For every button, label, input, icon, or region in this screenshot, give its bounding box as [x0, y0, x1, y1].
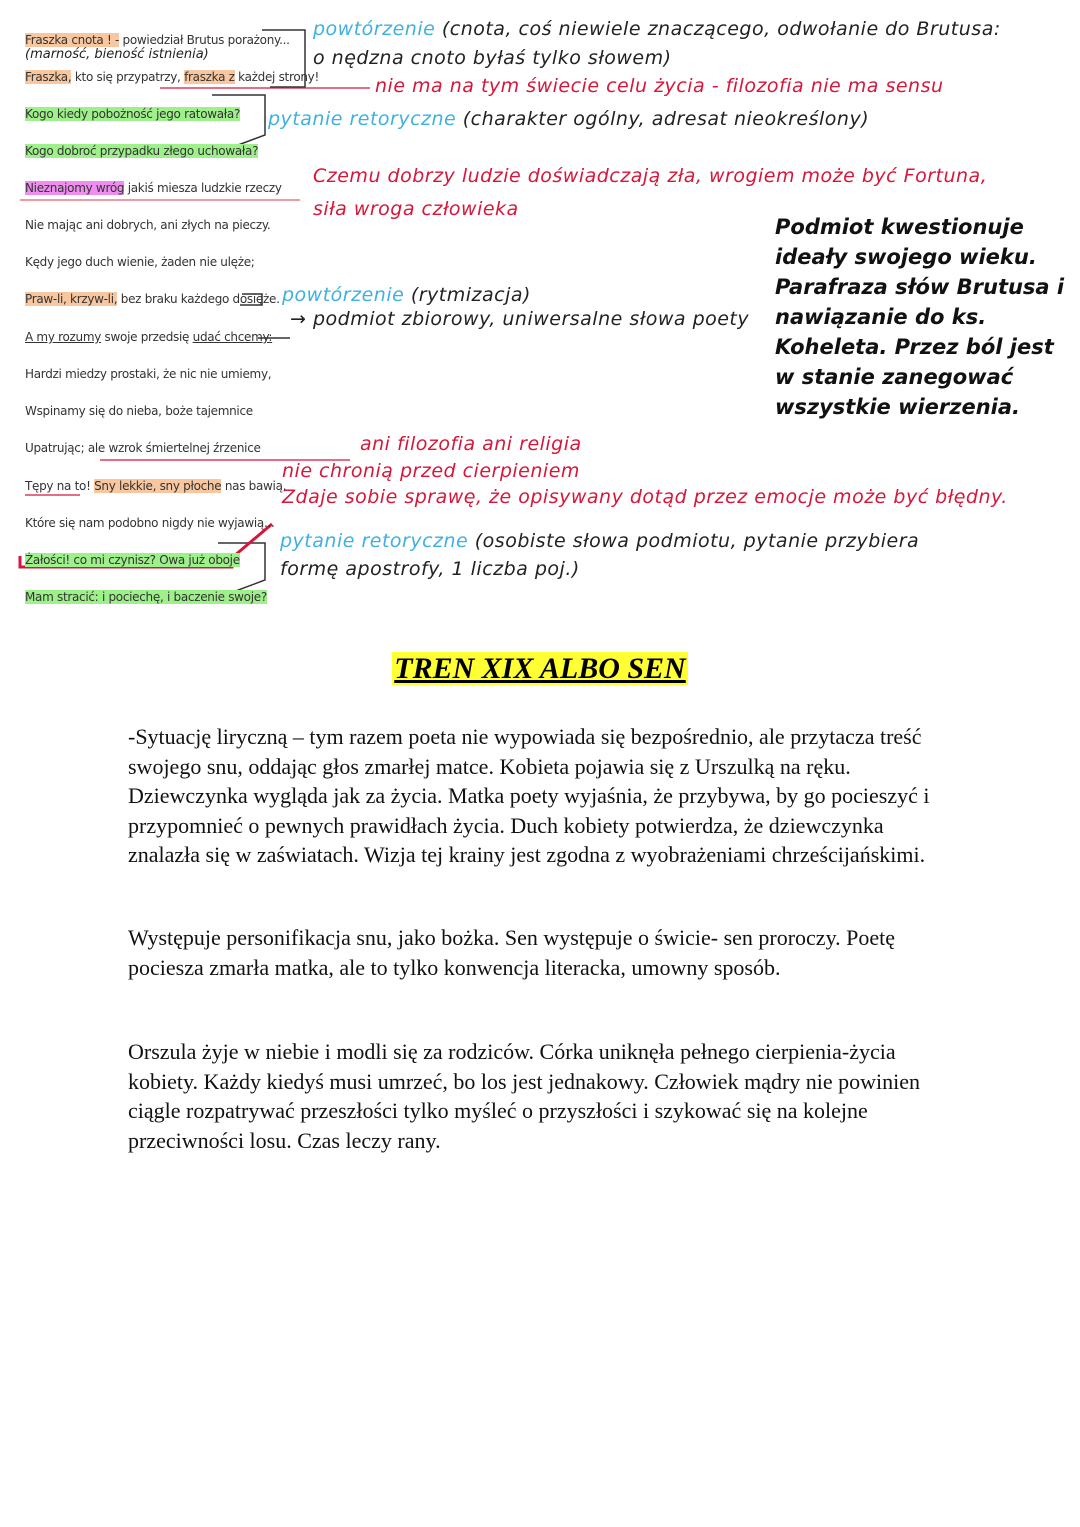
annotation: [268, 108, 869, 130]
poem-line: [25, 181, 282, 195]
highlight: Sny lekkie, sny płoche: [94, 479, 222, 493]
annotation: [282, 284, 531, 306]
poem-line: [25, 479, 286, 493]
paragraph: Występuje personifikacja snu, jako bożka. Sen występuje o świcie- sen proroczy. Poetę pociesza zmarła matka, ale to tylko konwencja literacka, umowny sposób.: [128, 925, 896, 980]
text: Tępy na to!: [25, 479, 91, 493]
text: kto się przypatrzy,: [71, 70, 185, 84]
annotation-blue: pytanie retoryczne: [280, 530, 469, 552]
highlight: Mam stracić: i pociechę, i baczenie swoje?: [25, 590, 267, 604]
poem-line: Kędy jego duch wienie, żaden nie ulęże;: [25, 255, 255, 269]
poem-line: [25, 553, 240, 567]
underlined-text: udać chcemy:: [192, 330, 273, 344]
annotation-blue: powtórzenie: [313, 18, 436, 40]
poem-line: [25, 33, 290, 47]
underlined-text: A my rozumy: [25, 330, 102, 344]
annotation: o nędzna cnoto byłaś tylko słowem): [313, 47, 672, 69]
annotation: siła wroga człowieka: [313, 198, 519, 220]
annotation: [313, 18, 1001, 40]
bracket-line-2: [212, 95, 265, 148]
side-note: Podmiot kwestionuje ideały swojego wieku. Parafraza słów Brutusa i nawiązanie do ks. Koheleta. Przez ból jest w stanie zanegować wszystkie wierzenia.: [775, 215, 1065, 419]
text: swoje przedsię: [101, 330, 193, 344]
highlight: Fraszka cnota ! -: [25, 33, 120, 47]
highlight: Kogo dobroć przypadku złego uchowała?: [25, 144, 259, 158]
poem-line: [25, 292, 280, 306]
annotation: Zdaje sobie sprawę, że opisywany dotąd przez emocje może być błędny.: [282, 486, 1008, 508]
poem-line: Wspinamy się do nieba, boże tajemnice: [25, 404, 253, 418]
poem-line: Upatrując; ale wzrok śmiertelnej źrzenice: [25, 441, 261, 455]
highlight: Praw-li, krzyw-li,: [25, 292, 118, 306]
text: bez braku każdego dosięże.: [117, 292, 280, 306]
annotation: nie chronią przed cierpieniem: [282, 460, 580, 482]
highlight: fraszka z: [184, 70, 235, 84]
annotation: formę apostrofy, 1 liczba poj.): [280, 558, 580, 580]
annotation-black: (osobiste słowa podmiotu, pytanie przybiera: [468, 530, 920, 552]
title-text: TREN XIX ALBO SEN: [394, 652, 686, 685]
poem-line: [25, 590, 267, 604]
poem-line: [25, 144, 258, 158]
annotation: [280, 530, 919, 552]
poem-line: [25, 70, 319, 84]
poem-line: Nie mając ani dobrych, ani złych na pieczy.: [25, 218, 271, 232]
annotation: nie ma na tym świecie celu życia - filozofia nie ma sensu: [375, 75, 944, 97]
paragraph: Orszula żyje w niebie i modli się za rodziców. Córka uniknęła pełnego cierpienia-życia kobiety. Każdy kiedyś musi umrzeć, bo los jest jednakowy. Człowiek mądry nie powinien ciągle rozpatrywać przeszłości tylko myśleć o przyszłości i szykować się na kolejne przeciwności losu. Czas leczy rany.: [128, 1039, 921, 1153]
highlight: Fraszka,: [25, 70, 72, 84]
text: każdej strony!: [234, 70, 319, 84]
handwritten-note: (marność, bieność istnienia): [25, 47, 209, 62]
paragraph: -Sytuację liryczną – tym razem poeta nie wypowiada się bezpośrednio, ale przytacza treść swojego snu, oddając głos zmarłej matce. Kobieta pojawia się z Urszulką na ręku. Dziewczynka wygląda jak za życia. Matka poety wyjaśnia, że przybywa, by go pocieszyć i przypomnieć o pewnych prawidłach życia. Duch kobiety potwierdza, że dziewczynka znalazła się w zaświatach. Wizja tej krainy jest zgodna z wyobrażeniami chrześcijańskimi.: [128, 724, 930, 867]
section-title: [0, 652, 1080, 686]
poem-line: Hardzi miedzy prostaki, że nic nie umiemy,: [25, 367, 272, 381]
poem-line: [25, 107, 240, 121]
annotation-blue: powtórzenie: [282, 284, 405, 306]
highlight: Kogo kiedy pobożność jego ratowała?: [25, 107, 241, 121]
highlight: Żałości! co mi czynisz? Owa już oboje: [25, 553, 240, 567]
text: powiedział Brutus porażony...: [119, 33, 290, 47]
annotation: Czemu dobrzy ludzie doświadczają zła, wrogiem może być Fortuna,: [313, 165, 988, 187]
annotation-black: (cnota, coś niewiele znaczącego, odwołanie do Brutusa:: [435, 18, 1001, 40]
annotation-black: (charakter ogólny, adresat nieokreślony): [456, 108, 870, 130]
annotation: ani filozofia ani religia: [360, 433, 582, 455]
poem-line: [25, 330, 272, 344]
poem-line: Które się nam podobno nigdy nie wyjawią...: [25, 516, 275, 530]
text: jakiś miesza ludzkie rzeczy: [124, 181, 282, 195]
text: nas bawią,: [221, 479, 287, 493]
annotation-blue: pytanie retoryczne: [268, 108, 457, 130]
annotation-black: (rytmizacja): [404, 284, 531, 306]
annotation: → podmiot zbiorowy, uniwersalne słowa poety: [290, 308, 750, 330]
highlight: Nieznajomy wróg: [25, 181, 125, 195]
